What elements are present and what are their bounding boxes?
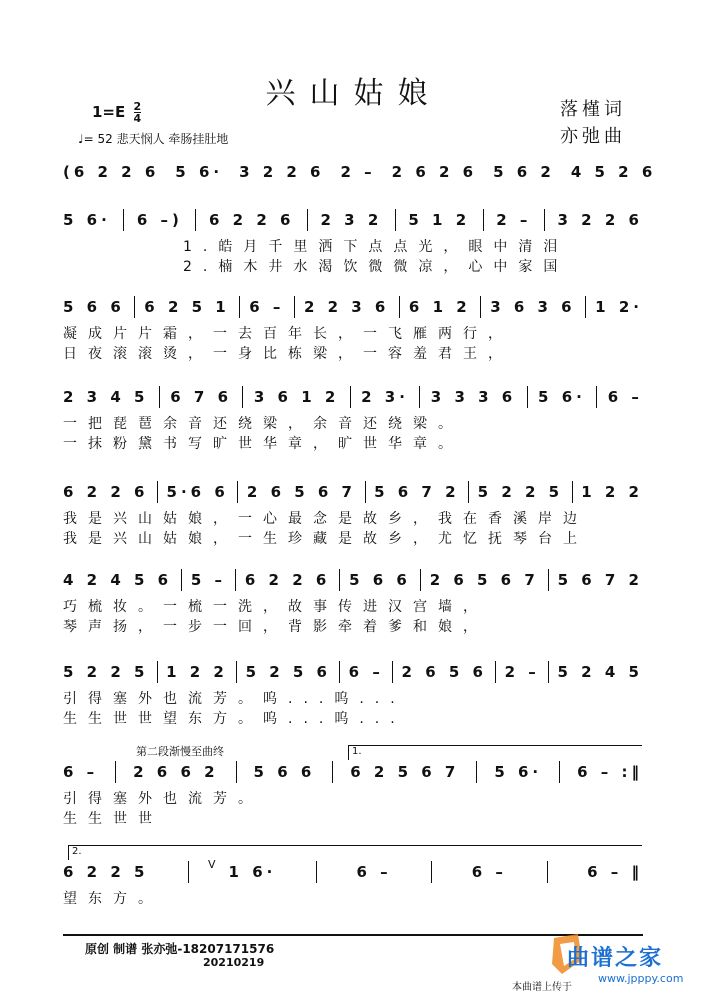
measure: 2 6 2 6 (391, 163, 478, 181)
measure: 6 2 2 6 (209, 211, 295, 229)
score-row (63, 480, 643, 550)
key-label: 1=E (92, 103, 126, 121)
barline (495, 661, 496, 683)
measure: 6 – (471, 863, 507, 881)
notes-line (63, 295, 643, 319)
measure: 1 2 2 (581, 483, 643, 501)
measure: 2 – (504, 663, 540, 681)
measure: 6 2 5 1 (144, 298, 230, 316)
measure: 5 2 4 5 (557, 663, 643, 681)
barline (585, 296, 586, 318)
barline (316, 861, 317, 883)
lyric-verse-1: 我是兴山姑娘，一心最念是故乡，我在香溪岸边 (63, 511, 588, 527)
measure: 1 6· (228, 863, 277, 881)
score-row (63, 208, 643, 278)
site-url: www.jpppy.com (598, 972, 684, 985)
lyric-verse-2: 我是兴山姑娘，一生珍藏是故乡，尤忆抚琴台上 (63, 531, 588, 547)
tempo-marking: ♩= 52 悲天悯人 牵肠挂肚地 (78, 132, 229, 146)
measure: 5 2 5 6 (245, 663, 331, 681)
lyric-verse-1: 引得塞外也流芳。 (63, 791, 263, 807)
barline (236, 761, 237, 783)
breath-mark: V (208, 858, 216, 871)
notes-line (63, 208, 643, 232)
measure: 1 2 2 (166, 663, 228, 681)
score-row (63, 295, 643, 365)
time-signature (134, 101, 142, 124)
measure: 5 2 2 5 (63, 663, 149, 681)
barline (239, 296, 240, 318)
notes-line (63, 760, 643, 784)
measure: 2 3 4 5 (63, 388, 149, 406)
measure: 6 7 6 (170, 388, 233, 406)
measure: 5 6 7 2 (557, 571, 643, 589)
barline (480, 296, 481, 318)
measure: 6 – (63, 763, 99, 781)
score-row (63, 568, 643, 638)
measure: 5 6· (63, 211, 111, 229)
barline (307, 209, 308, 231)
measure: 2 3· (361, 388, 409, 406)
barline (392, 661, 393, 683)
barline (195, 209, 196, 231)
lyric-verse-2: 生生世世 (63, 811, 163, 827)
barline (339, 569, 340, 591)
measure: 5 6 6 (63, 298, 125, 316)
score-row (63, 660, 643, 730)
lyric-verse-2: 一抹粉黛书写旷世华章，旷世华章。 (63, 436, 463, 452)
lyric-verse-1: 巧梳妆。一梳一洗，故事传进汉宫墙， (63, 599, 488, 615)
barline (350, 386, 351, 408)
barline (134, 296, 135, 318)
score-row (63, 860, 643, 930)
key-signature (92, 101, 141, 124)
measure: 4 2 4 5 6 (63, 571, 173, 589)
measure: 2 3 2 (320, 211, 383, 229)
song-title: 兴山姑娘 (265, 76, 442, 111)
measure: 4 5 2 6 (570, 163, 657, 181)
measure: 6 2 2 6 (63, 483, 149, 501)
barline (242, 386, 243, 408)
measure: 6 – (607, 388, 643, 406)
barline (419, 386, 420, 408)
measure: 3 6 3 6 (490, 298, 576, 316)
measure: 5 6· (494, 763, 543, 781)
barline (332, 761, 333, 783)
measure: 1 2· (595, 298, 643, 316)
notes-line (63, 160, 657, 184)
measure: 6 – ‖ (587, 863, 643, 881)
barline (547, 861, 548, 883)
barline (527, 386, 528, 408)
measure: 5 6 6 (349, 571, 411, 589)
measure: 5 – (190, 571, 227, 589)
measure: 5·6 6 (166, 483, 229, 501)
transcription-date: 20210219 (203, 956, 265, 969)
measure: 6 – (356, 863, 392, 881)
lyric-verse-2: 生生世世望东方。呜...呜... (63, 711, 406, 727)
barline (548, 569, 549, 591)
measure: 6 1 2 (408, 298, 471, 316)
measure: 2 6 5 6 7 (246, 483, 356, 501)
barline (476, 761, 477, 783)
measure: 3 3 3 6 (430, 388, 517, 406)
score-row (63, 760, 643, 830)
lyric-verse-2: 2.楠木井水渴饮微微凉，心中家国 (183, 259, 569, 275)
measure: 5 6· (538, 388, 586, 406)
measure: 2 6 5 6 (401, 663, 487, 681)
measure: 6 2 2 6 (244, 571, 331, 589)
measure: 6 2 5 6 7 (350, 763, 460, 781)
barline (157, 661, 158, 683)
measure: 2 2 3 6 (303, 298, 390, 316)
ending-instruction: 第二段渐慢至曲终 (136, 745, 224, 758)
transcriber-credit: 原创 制谱 张亦弛-18207171576 (85, 942, 275, 956)
measure: 3 2 2 6 (557, 211, 643, 229)
lyric-verse-1: 1.皓月千里洒下点点光，眼中清泪 (183, 239, 569, 255)
lyric-verse-2: 日夜滚滚烫，一身比栋梁，一容羞君王， (63, 346, 513, 362)
barline (115, 761, 116, 783)
notes-line (63, 480, 643, 504)
barline (399, 296, 400, 318)
lyric-verse-1: 望东方。 (63, 891, 163, 907)
barline (395, 209, 396, 231)
lyricist-credit: 落槿词 (560, 99, 626, 120)
barline (468, 481, 469, 503)
barline (339, 661, 340, 683)
barline (236, 661, 237, 683)
notes-line (63, 860, 643, 884)
barline (483, 209, 484, 231)
notes-line (63, 385, 643, 409)
measure: 3 6 1 2 (253, 388, 340, 406)
barline (188, 861, 189, 883)
lyric-verse-1: 凝成片片霜，一去百年长，一飞雁两行， (63, 326, 513, 342)
measure: 5 6 7 2 (374, 483, 460, 501)
barline (365, 481, 366, 503)
composer-credit: 亦弛曲 (560, 126, 626, 147)
measure: 6 – :‖ (577, 763, 643, 781)
volta-1: 1. (348, 745, 642, 760)
time-top: 2 (133, 100, 142, 113)
measure: 5 6 6 (253, 763, 316, 781)
barline (548, 661, 549, 683)
notes-line (63, 660, 643, 684)
lyric-verse-1: 一把琵琶余音还绕梁，余音还绕梁。 (63, 416, 463, 432)
measure: 6 – (249, 298, 285, 316)
barline (559, 761, 560, 783)
barline (420, 569, 421, 591)
barline (157, 481, 158, 503)
measure: 5 6· (175, 163, 224, 181)
barline (235, 569, 236, 591)
measure: 6 2 2 5 (63, 863, 149, 881)
measure: 2 – (340, 163, 376, 181)
site-logo-text: 曲谱之家 (567, 946, 664, 971)
volta-2: 2. (68, 845, 642, 860)
measure: 2 6 6 2 (133, 763, 219, 781)
barline (123, 209, 124, 231)
barline (544, 209, 545, 231)
barline (596, 386, 597, 408)
barline (572, 481, 573, 503)
barline (181, 569, 182, 591)
score-row (63, 385, 643, 455)
lyric-verse-1: 引得塞外也流芳。呜...呜... (63, 691, 406, 707)
measure: 3 2 2 6 (239, 163, 325, 181)
upload-note: 本曲谱上传于 (512, 982, 572, 993)
barline (431, 861, 432, 883)
measure: 5 2 2 5 (477, 483, 564, 501)
time-bottom: 4 (133, 112, 142, 125)
measure: 6 – (348, 663, 384, 681)
measure: 2 – (496, 211, 532, 229)
measure: 5 1 2 (408, 211, 471, 229)
measure: (6 2 2 6 (63, 163, 160, 181)
lyric-verse-2: 琴声扬，一步一回，背影牵着爹和娘， (63, 619, 488, 635)
barline (294, 296, 295, 318)
measure: 5 6 2 (493, 163, 555, 181)
notes-line (63, 568, 643, 592)
barline (237, 481, 238, 503)
measure: 6 –) (136, 211, 183, 229)
barline (159, 386, 160, 408)
measure: 2 6 5 6 7 (429, 571, 539, 589)
